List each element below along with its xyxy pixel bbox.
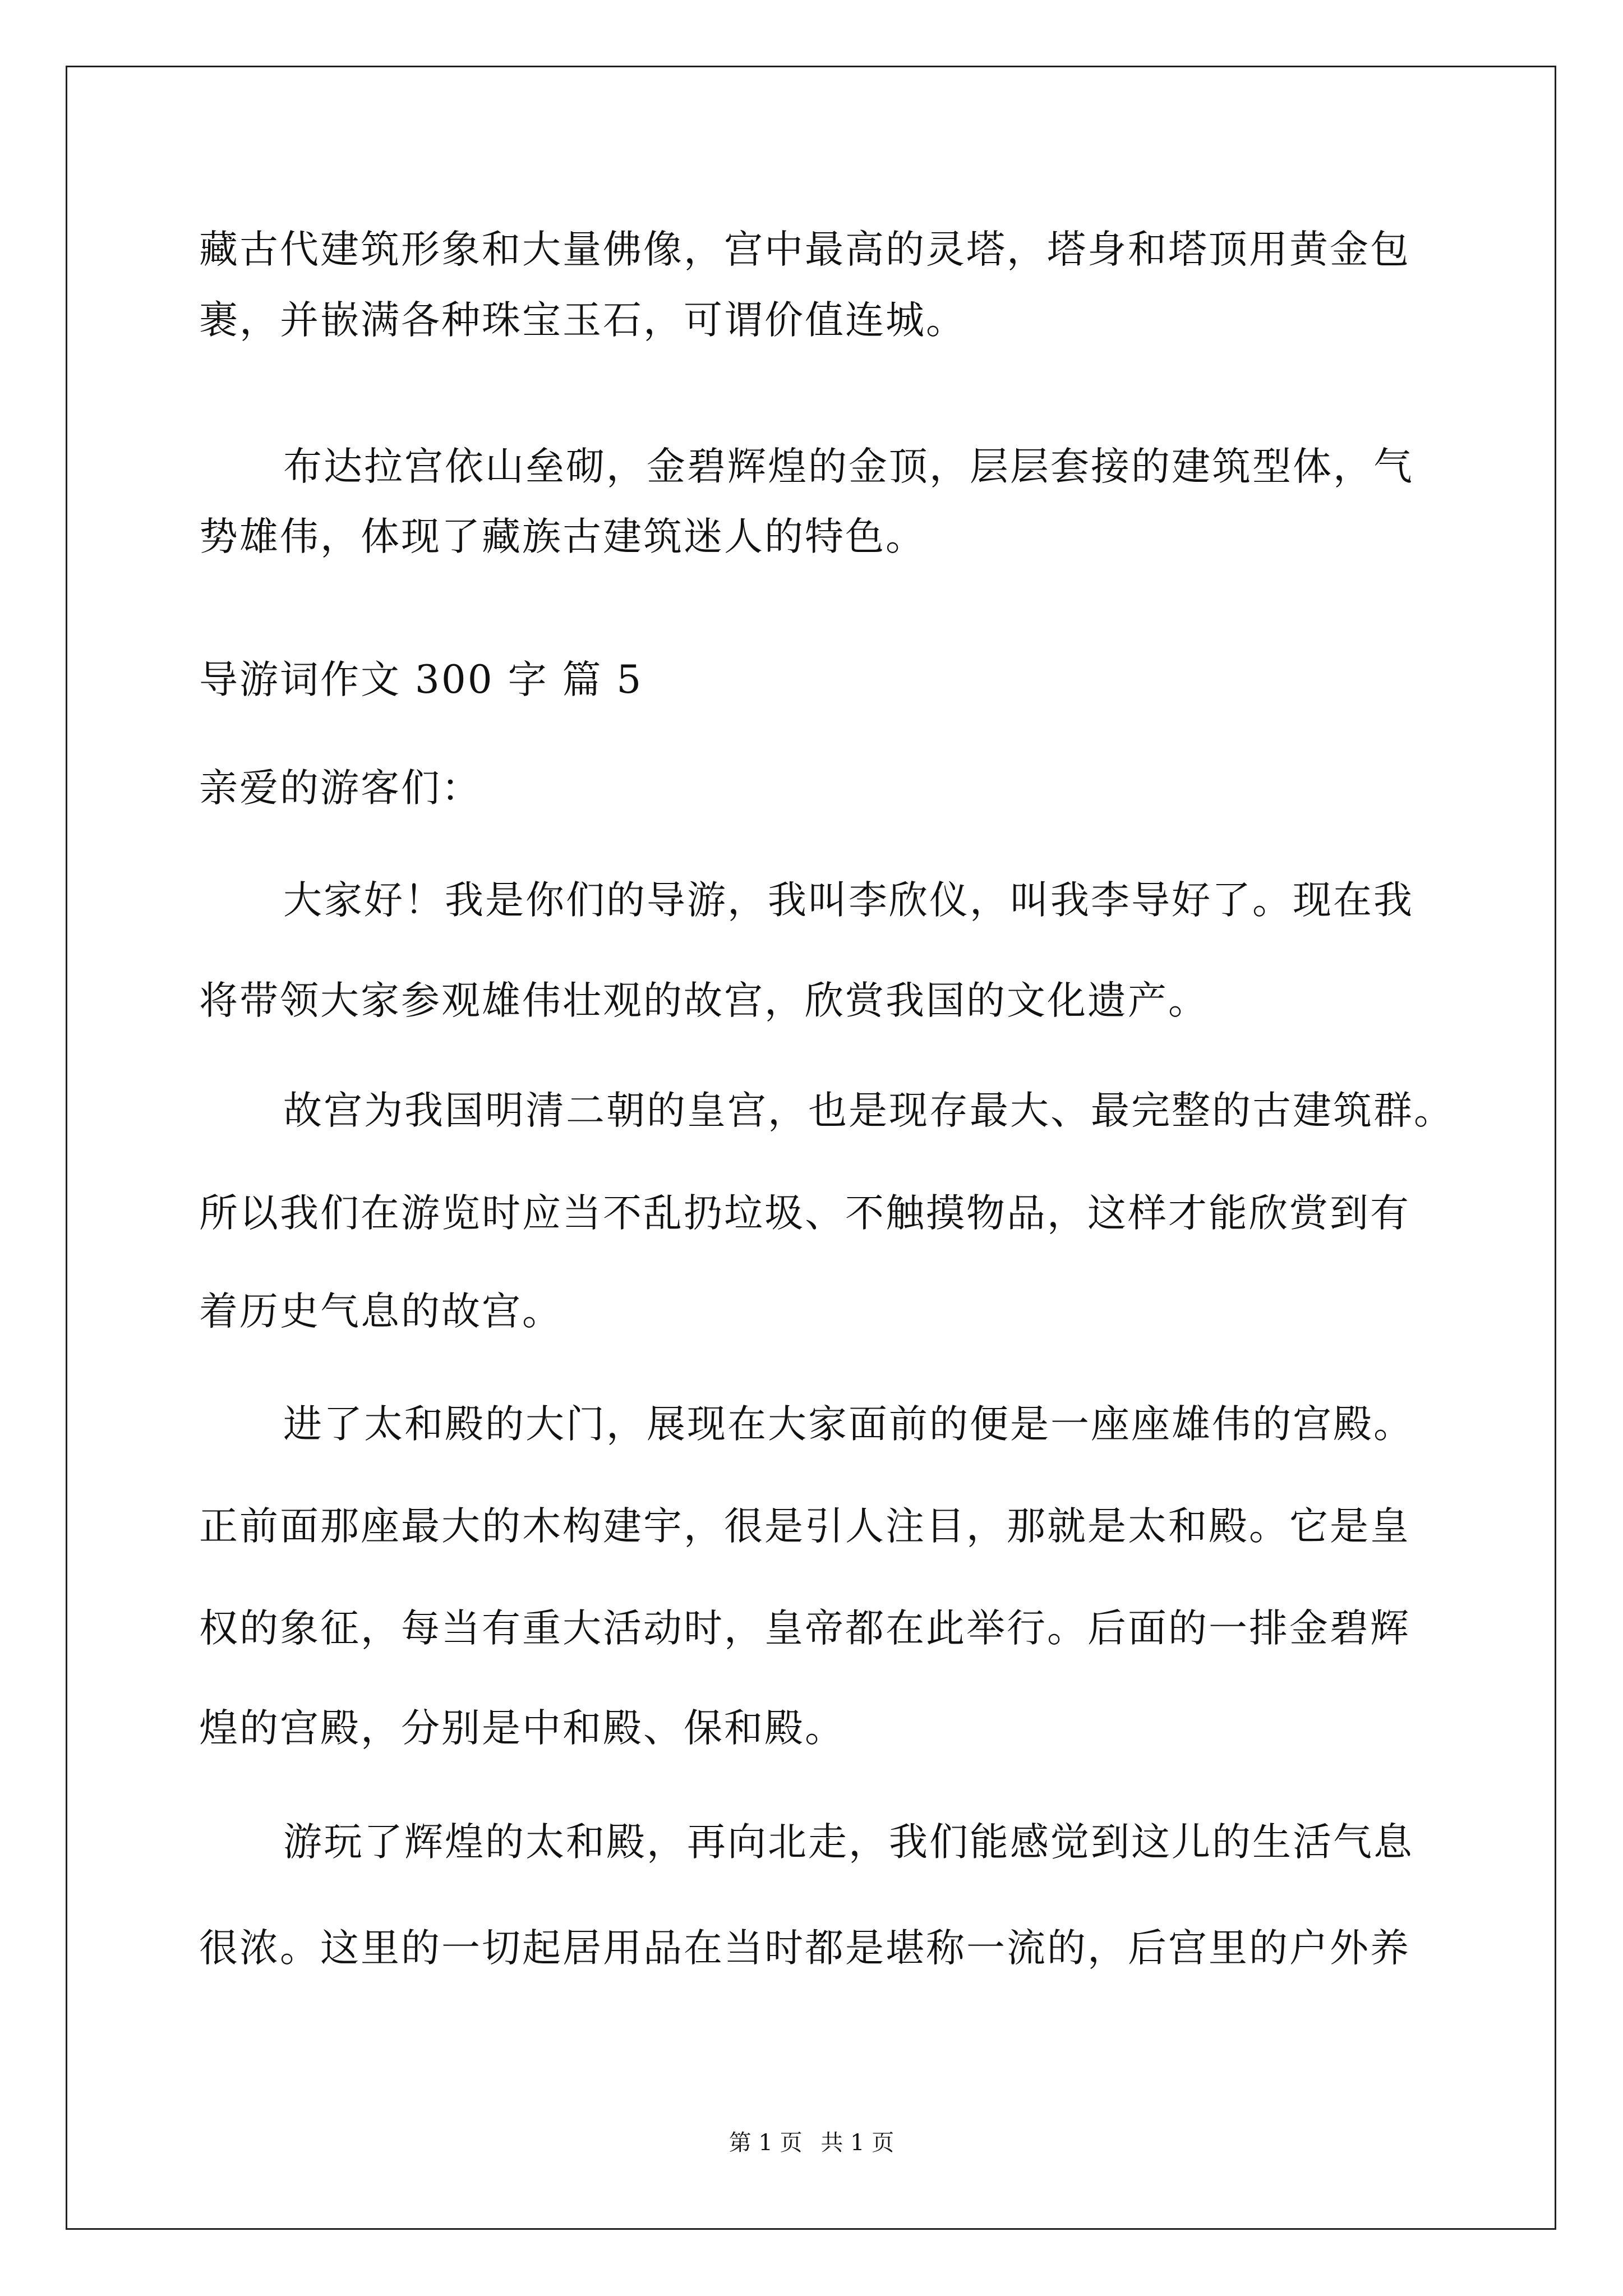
body-line: 布达拉宫依山垒砌，金碧辉煌的金顶，层层套接的建筑型体，气 xyxy=(283,444,1414,489)
body-line: 将带领大家参观雄伟壮观的故宫，欣赏我国的文化遗产。 xyxy=(199,978,1209,1023)
page-total: 共 1 页 xyxy=(820,2130,895,2156)
page-border xyxy=(66,66,1556,2230)
body-line: 势雄伟，体现了藏族古建筑迷人的特色。 xyxy=(199,514,926,559)
section-heading: 导游词作文 300 字 篇 5 xyxy=(199,657,643,702)
page-footer xyxy=(0,2126,1623,2160)
body-line: 故宫为我国明清二朝的皇宫，也是现存最大、最完整的古建筑群。 xyxy=(283,1088,1454,1133)
body-line: 游玩了辉煌的太和殿，再向北走，我们能感觉到这儿的生活气息 xyxy=(283,1820,1414,1865)
body-line: 大家好！我是你们的导游，我叫李欣仪，叫我李导好了。现在我 xyxy=(283,878,1414,923)
body-line: 所以我们在游览时应当不乱扔垃圾、不触摸物品，这样才能欣赏到有 xyxy=(199,1191,1410,1236)
body-line: 进了太和殿的大门，展现在大家面前的便是一座座雄伟的宫殿。 xyxy=(283,1402,1414,1447)
page-number: 第 1 页 xyxy=(728,2130,803,2156)
body-line: 很浓。这里的一切起居用品在当时都是堪称一流的，后宫里的户外养 xyxy=(199,1926,1410,1971)
body-line: 正前面那座最大的木构建宇，很是引人注目，那就是太和殿。它是皇 xyxy=(199,1504,1410,1549)
body-line: 藏古代建筑形象和大量佛像，宫中最高的灵塔，塔身和塔顶用黄金包 xyxy=(199,227,1410,272)
body-line: 裹，并嵌满各种珠宝玉石，可谓价值连城。 xyxy=(199,298,966,343)
body-line: 着历史气息的故宫。 xyxy=(199,1289,562,1334)
body-line: 煌的宫殿，分别是中和殿、保和殿。 xyxy=(199,1706,845,1751)
body-line: 权的象征，每当有重大活动时，皇帝都在此举行。后面的一排金碧辉 xyxy=(199,1606,1410,1651)
salutation: 亲爱的游客们： xyxy=(199,766,482,811)
